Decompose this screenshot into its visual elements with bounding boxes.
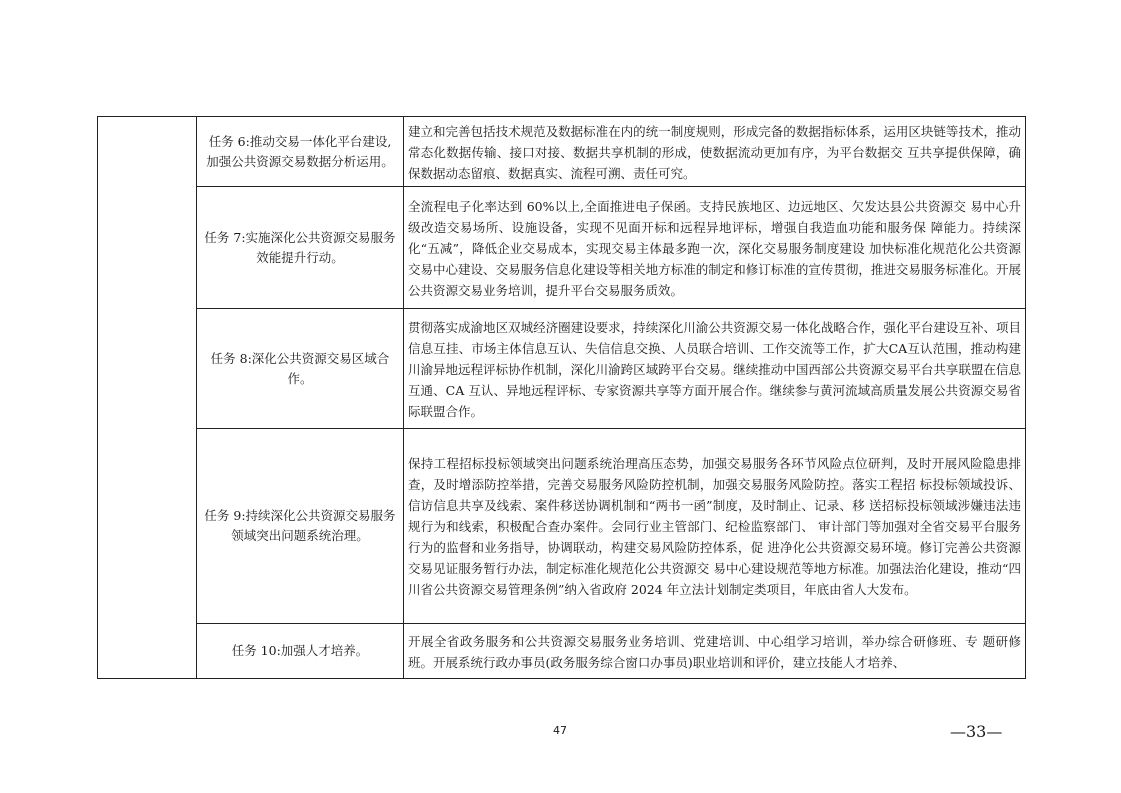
- table-row: [98, 117, 1026, 187]
- task-description: 建立和完善包括技术规范及数据标准在内的统一制度规则，形成完备的数据指标体系，运用区块链等技术，推动常态化数据传输、接口对接、数据共享机制的形成，使数据流动更加有序，为平台数据交 互共享提供保障，确保数据动态留痕、数据真实、流程可溯、责任可究。: [404, 117, 1026, 187]
- task-name: 任务 6:推动交易一体化平台建设,加强公共资源交易数据分析运用。: [197, 117, 404, 187]
- task-name: 任务 8:深化公共资源交易区域合作。: [197, 309, 404, 429]
- page-number-right: —33—: [950, 722, 1003, 741]
- task-description: 保持工程招标投标领域突出问题系统治理高压态势，加强交易服务各环节风险点位研判，及时开展风险隐患排查，及时增添防控举措，完善交易服务风险防控机制，加强交易服务风险防控。落实工程招 标投标领域投诉、信访信息共享及线索、案件移送协调机制和“两书一函”制度，及时制止、记录、移 送招标投标领域涉嫌违法违规行为和线索，积极配合查办案件。会同行业主管部门、纪检监察部门、 审计部门等加强对全省交易平台服务行为的监督和业务指导，协调联动，构建交易风险防控体系，促 进净化公共资源交易环境。修订完善公共资源交易见证服务暂行办法，制定标准化规范化公共资源交 易中心建设规范等地方标准。加强法治化建设，推动“四川省公共资源交易管理条例”纳入省政府 2024 年立法计划制定类项目，年底由省人大发布。: [404, 429, 1026, 624]
- table-row: [98, 309, 1026, 429]
- task-name: 任务 7:实施深化公共资源交易服务效能提升行动。: [197, 187, 404, 309]
- task-description: 全流程电子化率达到 60%以上,全面推进电子保函。支持民族地区、边远地区、欠发达县公共资源交 易中心升级改造交易场所、设施设备，实现不见面开标和远程异地评标，增强自我造血功能和服务保 障能力。持续深化“五减”，降低企业交易成本，实现交易主体最多跑一次，深化交易服务制度建设 加快标准化规范化公共资源交易中心建设、交易服务信息化建设等相关地方标准的制定和修订标准的宣传贯彻，推进交易服务标准化。开展公共资源交易业务培训，提升平台交易服务质效。: [404, 187, 1026, 309]
- task-name: 任务 9:持续深化公共资源交易服务领域突出问题系统治理。: [197, 429, 404, 624]
- table-row: [98, 187, 1026, 309]
- table-row: [98, 624, 1026, 679]
- task-table: [97, 116, 1026, 679]
- task-name: 任务 10:加强人才培养。: [197, 624, 404, 679]
- table-row: [98, 429, 1026, 624]
- task-description: 贯彻落实成渝地区双城经济圈建设要求，持续深化川渝公共资源交易一体化战略合作，强化平台建设互补、项目信息互挂、市场主体信息互认、失信信息交换、人员联合培训、工作交流等工作，扩大CA互认范围，推动构建川渝异地远程评标协作机制，深化川渝跨区域跨平台交易。继续推动中国西部公共资源交易平台共享联盟在信息互通、CA 互认、异地远程评标、专家资源共享等方面开展合作。继续参与黄河流域高质量发展公共资源交易省际联盟合作。: [404, 309, 1026, 429]
- task-description: 开展全省政务服务和公共资源交易服务业务培训、党建培训、中心组学习培训，举办综合研修班、专 题研修班。开展系统行政办事员(政务服务综合窗口办事员)职业培训和评价，建立技能人才培养、: [404, 624, 1026, 679]
- category-cell: [98, 117, 197, 679]
- page-number-center: 47: [553, 724, 567, 737]
